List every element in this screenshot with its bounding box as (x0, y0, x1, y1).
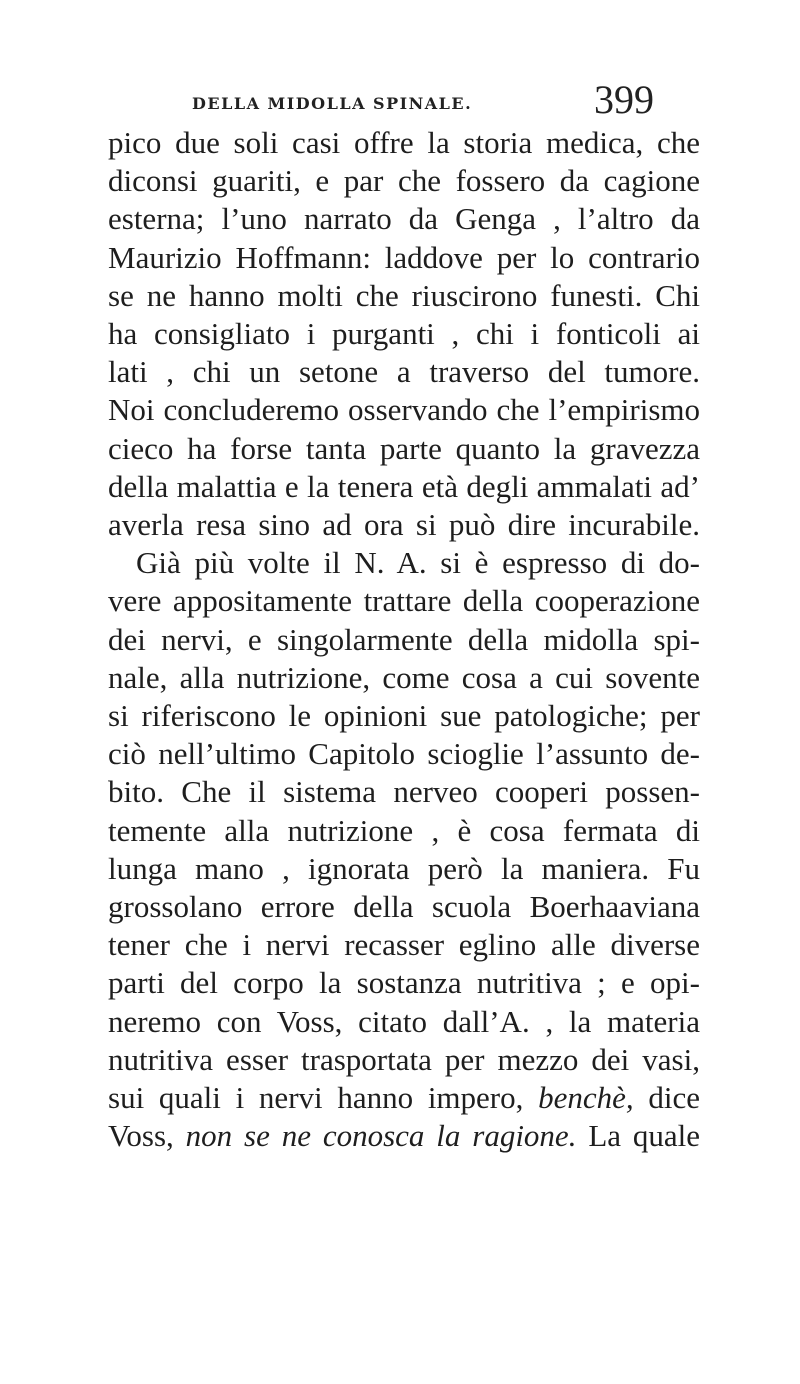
text-segment: sui quali i nervi hanno impero, (108, 1080, 524, 1116)
text-line: cieco ha forse tanta parte quanto la gravezza (108, 430, 700, 466)
text-line: nutritiva esser trasportata per mezzo dei vasi, (108, 1041, 700, 1077)
text-line: Già più volte il N. A. si è espresso di do- (136, 545, 700, 581)
text-line: averla resa sino ad ora si può dire incurabile. (108, 507, 700, 543)
text-line: lunga mano , ignorata però la maniera. Fu (108, 850, 700, 886)
text-line: parti del corpo la sostanza nutritiva ; e opi- (108, 965, 700, 1001)
text-line: bito. Che il sistema nerveo cooperi possen- (108, 774, 700, 810)
text-line: ciò nell’ultimo Capitolo scioglie l’assunto de- (108, 736, 700, 772)
text-line: temente alla nutrizione , è cosa fermata di (108, 812, 700, 848)
text-line: vere appositamente trattare della cooperazione (108, 583, 700, 619)
body-text (108, 124, 700, 1155)
text-line: se ne hanno molti che riuscirono funesti. Chi (108, 277, 700, 313)
text-line: pico due soli casi offre la storia medica, che (108, 125, 700, 160)
text-line: grossolano errore della scuola Boerhaaviana (108, 889, 700, 925)
text-segment: dice (648, 1080, 700, 1116)
text-line: dei nervi, e singolarmente della midolla spi- (108, 621, 700, 657)
text-line: ha consigliato i purganti , chi i fonticoli ai (108, 316, 700, 352)
text-line: esterna; l’uno narrato da Genga , l’altro da (108, 201, 700, 237)
text-line: della malattia e la tenera età degli ammalati ad’ (108, 468, 700, 504)
text-line: si riferiscono le opinioni sue patologiche; per (108, 698, 700, 734)
text-segment: La quale (588, 1118, 701, 1154)
text-line-mixed (108, 1079, 700, 1117)
text-line: lati , chi un setone a traverso del tumore. (108, 354, 700, 390)
text-line: nale, alla nutrizione, come cosa a cui sovente (108, 659, 700, 695)
text-line: Noi concluderemo osservando che l’empirismo (108, 392, 700, 428)
text-line-mixed (108, 1117, 700, 1155)
text-line: Maurizio Hoffmann: laddove per lo contrario (108, 239, 700, 275)
running-title: DELLA MIDOLLA SPINALE. (192, 94, 473, 113)
text-line: diconsi guariti, e par che fossero da cagione (108, 163, 700, 199)
text-line: neremo con Voss, citato dall’A. , la materia (108, 1003, 700, 1039)
text-segment: Voss, (108, 1118, 174, 1154)
text-line: tener che i nervi recasser eglino alle diverse (108, 927, 700, 963)
italic-segment: non se ne conosca la ragione. (185, 1118, 577, 1154)
page-number: 399 (594, 77, 654, 122)
italic-segment: benchè, (538, 1080, 634, 1116)
